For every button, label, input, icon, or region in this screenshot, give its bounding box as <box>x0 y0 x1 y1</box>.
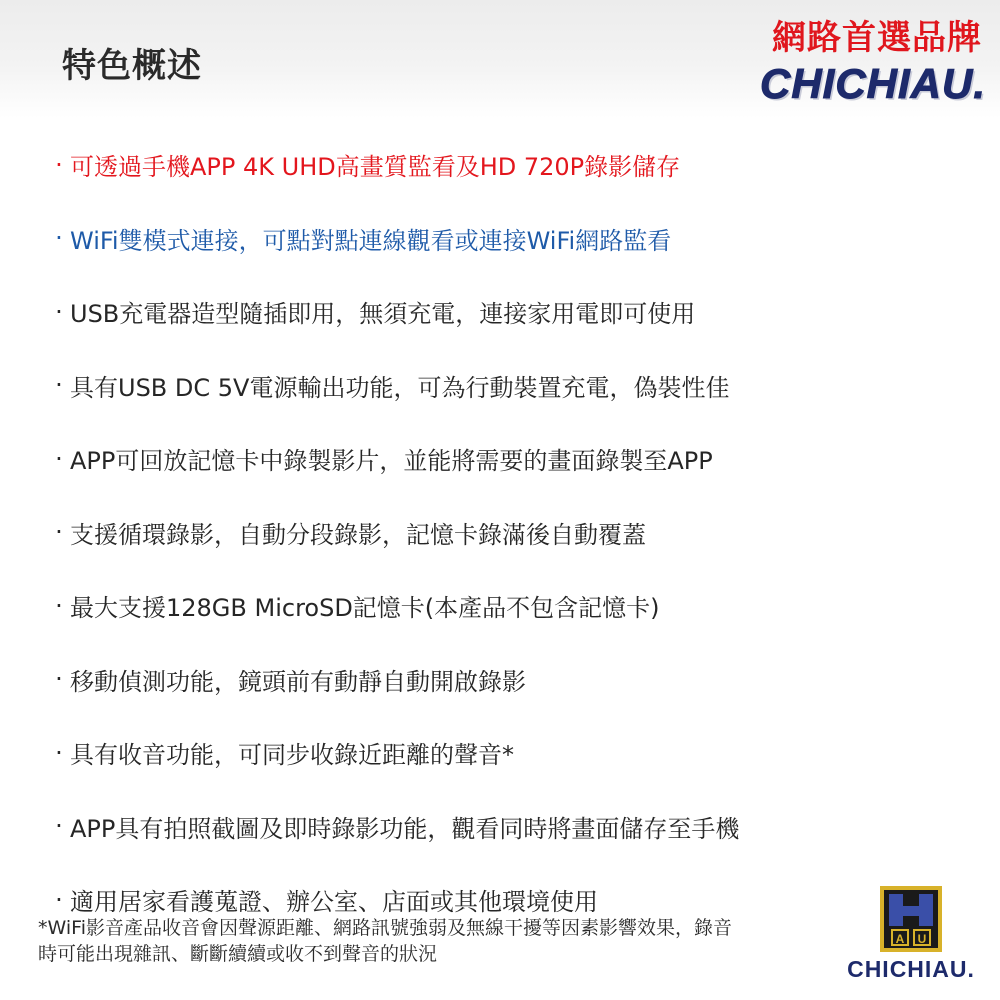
brand-slogan: 網路首選品牌 <box>772 18 982 58</box>
feature-text: 可透過手機APP 4K UHD高畫質監看及HD 720P錄影儲存 <box>70 153 681 182</box>
feature-item <box>48 202 948 276</box>
feature-item <box>48 422 948 496</box>
feature-item <box>48 569 948 643</box>
feature-item <box>48 275 948 349</box>
bottom-brand-name: CHICHIAU. <box>847 956 975 982</box>
bullet-icon: · <box>55 150 63 179</box>
brand-logo <box>728 10 988 110</box>
feature-text: 支援循環錄影，自動分段錄影，記憶卡錄滿後自動覆蓋 <box>70 520 646 549</box>
bottom-brand-logo <box>836 886 986 986</box>
feature-text: 具有收音功能，可同步收錄近距離的聲音* <box>70 741 514 770</box>
feature-item <box>48 643 948 717</box>
footnote-line: *WiFi影音產品收音會因聲源距離、網路訊號強弱及無線干擾等因素影響效果，錄音 <box>38 917 732 939</box>
bullet-icon: · <box>55 591 63 620</box>
bullet-icon: · <box>55 665 63 694</box>
bullet-icon: · <box>55 518 63 547</box>
feature-text: USB充電器造型隨插即用，無須充電，連接家用電即可使用 <box>70 300 696 329</box>
bullet-icon: · <box>55 224 63 253</box>
footnote <box>38 915 848 967</box>
bullet-icon: · <box>55 885 63 914</box>
feature-text: APP具有拍照截圖及即時錄影功能，觀看同時將畫面儲存至手機 <box>70 814 740 843</box>
feature-text: 最大支援128GB MicroSD記憶卡(本產品不包含記憶卡) <box>70 594 660 623</box>
chichiau-logo-icon <box>880 886 942 952</box>
footnote-line: 時可能出現雜訊、斷斷續續或收不到聲音的狀況 <box>38 943 438 965</box>
logo-letter-a: A <box>895 932 905 946</box>
page-title: 特色概述 <box>62 46 202 86</box>
feature-item <box>48 128 948 202</box>
feature-item <box>48 349 948 423</box>
feature-item <box>48 716 948 790</box>
bullet-icon: · <box>55 738 63 767</box>
brand-name: CHICHIAU. <box>760 60 986 107</box>
feature-text: 移動偵測功能，鏡頭前有動靜自動開啟錄影 <box>70 667 526 696</box>
feature-text: WiFi雙模式連接，可點對點連線觀看或連接WiFi網路監看 <box>70 226 672 255</box>
bullet-icon: · <box>55 812 63 841</box>
feature-text: APP可回放記憶卡中錄製影片，並能將需要的畫面錄製至APP <box>70 447 713 476</box>
feature-item <box>48 496 948 570</box>
feature-item <box>48 790 948 864</box>
feature-text: 具有USB DC 5V電源輸出功能，可為行動裝置充電，偽裝性佳 <box>70 373 730 402</box>
logo-letter-u: U <box>917 932 927 946</box>
bullet-icon: · <box>55 444 63 473</box>
feature-text: 適用居家看護蒐證、辦公室、店面或其他環境使用 <box>70 888 598 917</box>
bullet-icon: · <box>55 371 63 400</box>
bullet-icon: · <box>55 297 63 326</box>
feature-list <box>48 128 948 937</box>
